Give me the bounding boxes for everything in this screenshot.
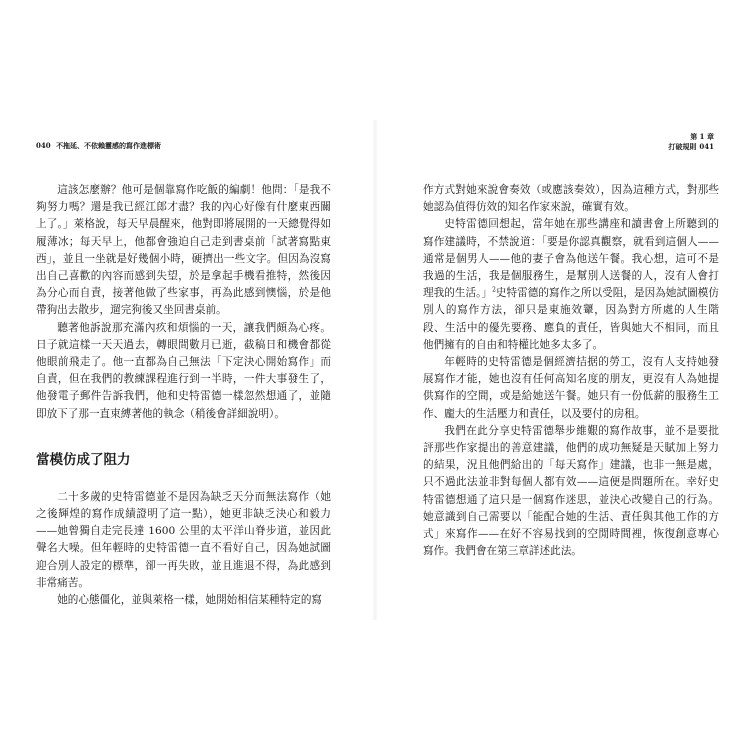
paragraph-text: 史特雷德回想起，當年她在那些講座和讀書會上所聽到的寫作建議時，不禁說道：「要是你認真觀察，就看到這個人——通常是個男人——他的妻子會為他送午餐。我心想，這可不是我過的生活，我是個服務生，是幫別人送餐的人，沒有人會打理我的生活。」 [423, 218, 719, 300]
paragraph: 二十多歲的史特雷德並不是因為缺乏天分而無法寫作（她之後輝煌的寫作成績證明了這一點），她更非缺乏決心和毅力——她曾獨自走完長達 1600 公里的太平洋山脊步道，並因此聲名大噪。但年輕時的史特雷德一直不看好自己，因為她試圖迎合別人設定的標準，卻一再失敗，並且進退不得，為此感到非常痛苦。 [36, 490, 331, 589]
left-page-number: 040 [36, 141, 51, 150]
paragraph: 作方式對她來說會奏效（或應該奏效），因為這種方式，對那些她認為值得仿效的知名作家來說，確實有效。 [423, 184, 719, 214]
right-page-running-title: 打破規則 [668, 142, 697, 151]
paragraph: 她的心態僵化，並與萊格一樣，她開始相信某種特定的寫 [57, 594, 323, 607]
left-page-body [36, 182, 331, 609]
paragraph [423, 216, 719, 354]
paragraph: 聽著他訴說那充滿內疚和煩惱的一天，讓我們頗為心疼。日子就這樣一天天過去，轉眼間數月已逝，截稿日和機會都從他眼前飛走了。他一直都為自己無法「下定決心開始寫作」而自責，但在我們的教練課程進行到一半時，一件大事發生了，他發電子郵件告訴我們，他和史特雷德一樣忽然想通了，並隨即放下了那一直束縛著他的執念（稍後會詳細說明）。 [36, 321, 331, 420]
right-page [375, 0, 750, 750]
right-page-body [423, 182, 719, 560]
paragraph-text: 史特雷德的寫作之所以受阻，是因為她試圖模仿別人的寫作方法，卻只是東施效顰，因為對方所處的人生階段、生活中的優先要務、應負的責任，皆與她大不相同，而且他們擁有的自由和特權比她多太多了。 [423, 287, 720, 351]
footnote-marker: 2 [492, 286, 496, 294]
left-page-running-title: 不拖延、不依賴靈感的寫作進標術 [56, 141, 162, 150]
paragraph: 年輕時的史特雷德是個經濟拮据的勞工，沒有人支持她發展寫作才能，她也沒有任何高知名度的朋友，更沒有人為她提供寫作的空間，或是給她送午餐。她只有一份低薪的服務生工作、龐大的生活壓力和責任，以及要付的房租。 [423, 356, 719, 420]
section-heading: 當模仿成了阻力 [36, 451, 131, 468]
right-page-header [668, 132, 714, 152]
left-page-header [36, 141, 161, 151]
paragraph: 這該怎麼辦？他可是個靠寫作吃飯的編劇！他問：「是我不夠努力嗎？還是我已經江郎才盡？我的內心好像有什麼東西關上了。」萊格說，每天早晨醒來，他對即將展開的一天總覺得如履薄冰；每天早上，他都會強迫自己走到書桌前「試著寫點東西」，並且一坐就是好幾個小時，硬擠出一些文字。但因為沒寫出自己喜歡的內容而感到失望，於是拿起手機看推特，然後因為分心而自責，接著他做了些家事，再為此感到懊惱，於是他帶狗出去散步，遛完狗後又坐回書桌前。 [36, 184, 331, 317]
right-page-number: 041 [699, 142, 714, 151]
chapter-label: 第 1 章 [690, 132, 714, 141]
paragraph: 我們在此分享史特雷德舉步維艱的寫作故事，並不是要批評那些作家提出的善意建議，他們的成功無疑是天賦加上努力的結果，況且他們給出的「每天寫作」建議，也非一無是處，只不過此法並非對每個人都有效——這便是問題所在。幸好史特雷德想通了這只是一個寫作迷思，並決心改變自己的行為。她意識到自己需要以「能配合她的生活、責任與其他工作的方式」來寫作——在好不容易找到的空閒時間裡，恢復創意專心寫作。我們會在第三章詳述此法。 [423, 424, 719, 558]
